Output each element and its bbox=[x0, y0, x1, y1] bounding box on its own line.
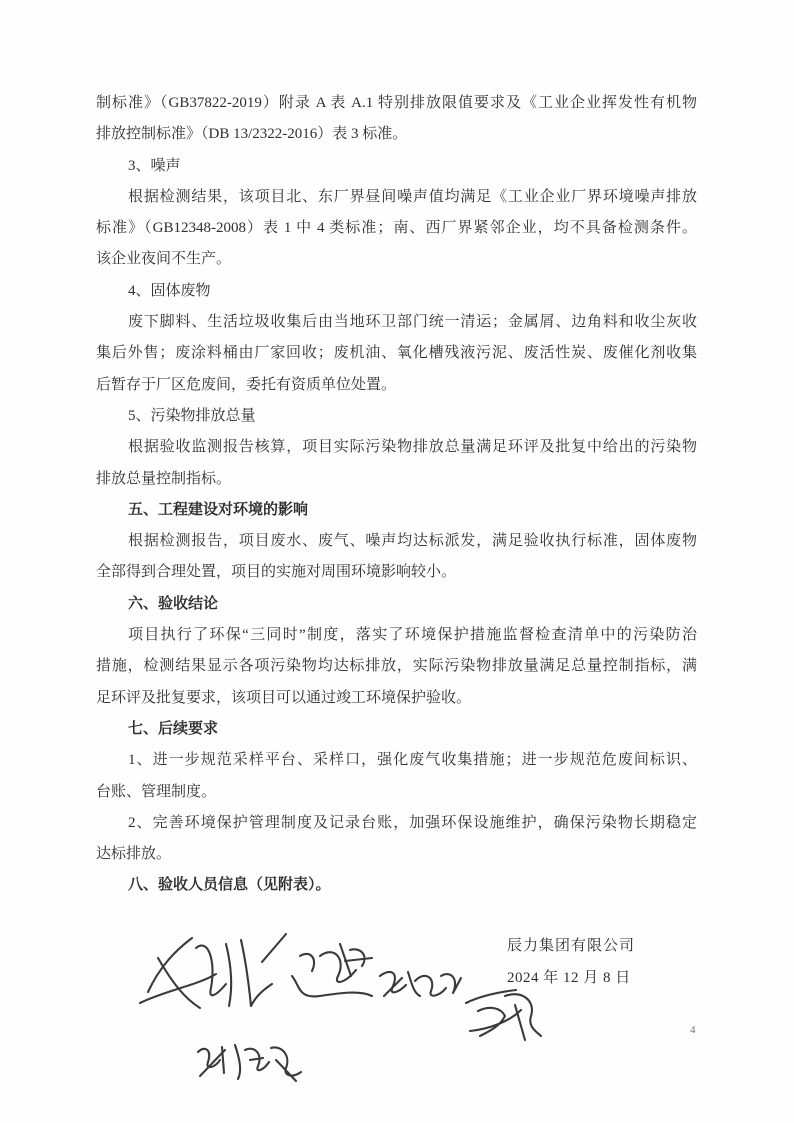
body-text-line: 达标排放。 bbox=[96, 846, 172, 863]
body-text-line: 措施，检测结果显示各项污染物均达标排放，实际污染物排放量满足总量控制指标，满 bbox=[96, 658, 697, 675]
body-text-line: 标准》（GB12348-2008）表 1 中 4 类标准；南、西厂界紧邻企业，均不具备检测条件。 bbox=[96, 220, 697, 237]
signature-3 bbox=[380, 972, 461, 996]
subheading-solid-waste: 4、固体废物 bbox=[128, 282, 211, 299]
signature-1 bbox=[140, 934, 286, 1008]
signature-4 bbox=[466, 990, 541, 1040]
signature-2 bbox=[292, 944, 372, 996]
page-number: 4 bbox=[690, 1024, 696, 1036]
body-text-line: 集后外售；废涂料桶由厂家回收；废机油、氧化槽残液污泥、废活性炭、废催化剂收集 bbox=[96, 345, 697, 362]
body-text-line: 后暂存于厂区危废间，委托有资质单位处置。 bbox=[96, 376, 397, 393]
body-text-line: 该企业夜间不生产。 bbox=[96, 251, 232, 268]
follow-up-item-1: 1、进一步规范采样平台、采样口，强化废气收集措施；进一步规范危废间标识、 bbox=[128, 752, 697, 769]
subheading-total-emissions: 5、污染物排放总量 bbox=[128, 407, 256, 424]
body-text-line: 废下脚料、生活垃圾收集后由当地环卫部门统一清运；金属屑、边角料和收尘灰收 bbox=[128, 314, 697, 331]
subheading-noise: 3、噪声 bbox=[128, 157, 181, 174]
document-body bbox=[96, 88, 697, 902]
section-heading-personnel: 八、验收人员信息（见附表）。 bbox=[128, 877, 331, 894]
body-text-line: 台账、管理制度。 bbox=[96, 783, 217, 800]
body-text-line: 排放控制标准》（DB 13/2322-2016）表 3 标准。 bbox=[96, 126, 408, 143]
signature-5 bbox=[198, 1045, 301, 1081]
body-text-line: 根据检测结果，该项目北、东厂界昼间噪声值均满足《工业企业厂界环境噪声排放 bbox=[128, 188, 697, 205]
body-text-line: 根据验收监测报告核算，项目实际污染物排放总量满足环评及批复中给出的污染物 bbox=[128, 439, 697, 456]
follow-up-item-2: 2、完善环境保护管理制度及记录台账，加强环保设施维护，确保污染物长期稳定 bbox=[128, 814, 697, 831]
body-text-line: 制标准》（GB37822-2019）附录 A 表 A.1 特别排放限值要求及《工业企业挥发性有机物 bbox=[96, 95, 697, 111]
body-text-line: 全部得到合理处置，项目的实施对周围环境影响较小。 bbox=[96, 564, 457, 581]
company-name: 辰力集团有限公司 bbox=[507, 938, 636, 954]
body-text-line: 排放总量控制指标。 bbox=[96, 470, 232, 487]
section-heading-conclusion: 六、验收结论 bbox=[128, 595, 219, 612]
body-text-line: 足环评及批复要求，该项目可以通过竣工环境保护验收。 bbox=[96, 689, 472, 706]
body-text-line: 项目执行了环保“三同时”制度，落实了环境保护措施监督检查清单中的污染防治 bbox=[128, 627, 697, 644]
body-text-line: 根据检测报告，项目废水、废气、噪声均达标派发，满足验收执行标准，固体废物 bbox=[128, 533, 697, 550]
section-heading-follow-up: 七、后续要求 bbox=[128, 720, 219, 737]
signing-date: 2024 年 12 月 8 日 bbox=[507, 970, 631, 986]
section-heading-environmental-impact: 五、工程建设对环境的影响 bbox=[128, 501, 309, 518]
